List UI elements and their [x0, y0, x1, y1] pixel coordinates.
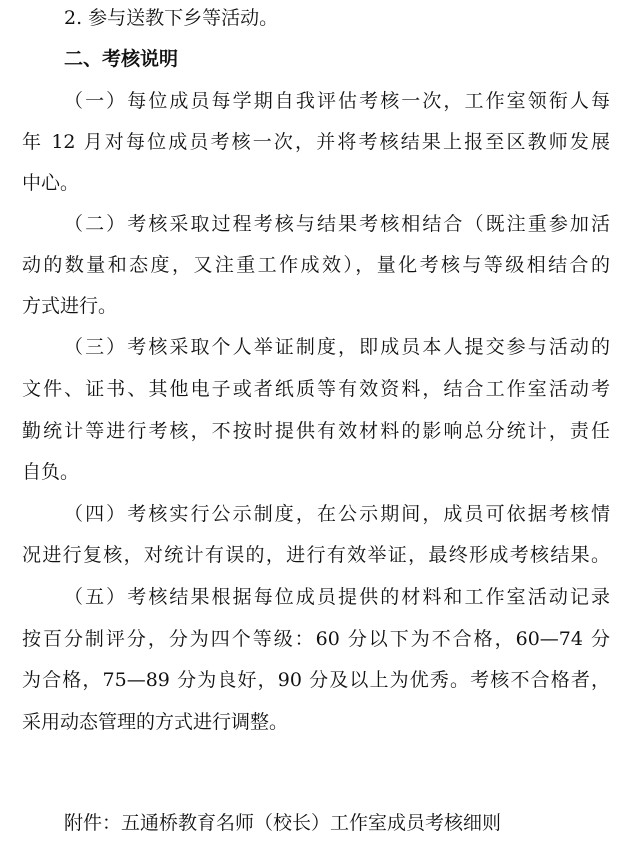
list-item-2: 2. 参与送教下乡等活动。: [64, 7, 279, 29]
paragraph-1-line-2: 年 12 月对每位成员考核一次，并将考核结果上报至区教师发展: [22, 131, 610, 153]
paragraph-2-line-3: 方式进行。: [22, 295, 118, 317]
paragraph-3-line-4: 自负。: [22, 461, 80, 483]
paragraph-1-line-1: （一）每位成员每学期自我评估考核一次，工作室领衔人每: [64, 90, 610, 112]
paragraph-5-line-4: 采用动态管理的方式进行调整。: [22, 711, 289, 733]
paragraph-4-line-2: 况进行复核，对统计有误的，进行有效举证，最终形成考核结果。: [22, 544, 610, 566]
paragraph-3-line-1: （三）考核采取个人举证制度，即成员本人提交参与活动的: [64, 336, 610, 358]
section-title: 二、考核说明: [64, 48, 179, 70]
paragraph-3-line-2: 文件、证书、其他电子或者纸质等有效资料，结合工作室活动考: [22, 378, 610, 400]
paragraph-5-line-1: （五）考核结果根据每位成员提供的材料和工作室活动记录: [64, 586, 610, 608]
paragraph-2-line-1: （二）考核采取过程考核与结果考核相结合（既注重参加活: [64, 213, 610, 235]
paragraph-1-line-3: 中心。: [22, 172, 80, 194]
paragraph-5-line-3: 为合格，75—89 分为良好，90 分及以上为优秀。考核不合格者，: [22, 669, 610, 691]
paragraph-4-line-1: （四）考核实行公示制度，在公示期间，成员可依据考核情: [64, 503, 610, 525]
attachment-note: 附件：五通桥教育名师（校长）工作室成员考核细则: [64, 812, 502, 834]
paragraph-3-line-3: 勤统计等进行考核，不按时提供有效材料的影响总分统计，责任: [22, 420, 610, 442]
paragraph-5-line-2: 按百分制评分，分为四个等级：60 分以下为不合格，60—74 分: [22, 628, 610, 650]
paragraph-2-line-2: 动的数量和态度，又注重工作成效），量化考核与等级相结合的: [22, 254, 610, 276]
